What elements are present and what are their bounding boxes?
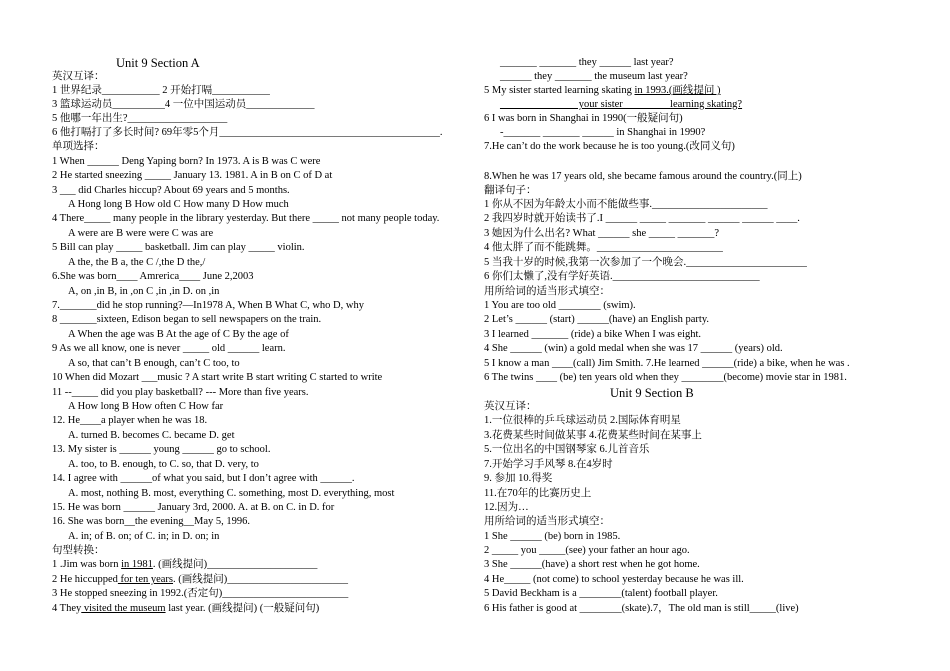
text-line: A were are B were were C was are: [68, 228, 214, 239]
text-line: 9 As we all know, one is never _____ old ______ learn.: [52, 343, 286, 354]
underlined-text: in 1981: [121, 559, 153, 570]
text-line: [52, 558, 317, 572]
text-line: 用所给词的适当形式填空：: [484, 286, 610, 297]
text-line: 11.在70年的比赛历史上: [484, 488, 592, 499]
text-line: 3 He stopped sneezing in 1992.(否定句)________________________: [52, 588, 349, 599]
text-line: 3 She ______(have) a short rest when he got home.: [484, 559, 700, 570]
section-title: Unit 9 Section B: [610, 386, 694, 400]
text-line: 8 _______sixteen, Edison began to sell newspapers on the train.: [52, 314, 322, 325]
text-line: 2 _____ you _____(see) your father an hour ago.: [484, 545, 690, 556]
line-text: last year. (画线提问) (一般疑问句): [165, 603, 320, 614]
text-line: 16. She was born__the evening__May 5, 1996.: [52, 516, 251, 527]
text-line: ______ they _______ the museum last year?: [500, 71, 688, 82]
text-line: 用所给词的适当形式填空：: [484, 516, 610, 527]
text-line: 4 There_____ many people in the library yesterday. But there _____ not many people today.: [52, 213, 440, 224]
text-line: 2 我四岁时就开始读书了.I ______ _____ _______ ______ ______ ____.: [484, 213, 800, 224]
text-line: A. most, nothing B. most, everything C. something, most D. everything, most: [68, 488, 395, 499]
text-line: 1 She ______ (be) born in 1985.: [484, 531, 621, 542]
text-line: 4 He_____ (not come) to school yesterday because he was ill.: [484, 574, 744, 585]
text-line: 3 I learned _______ (ride) a bike When I was eight.: [484, 329, 702, 340]
text-line: A, on ,in B, in ,on C ,in ,in D. on ,in: [68, 286, 220, 297]
text-line: A When the age was B At the age of C By the age of: [68, 329, 289, 340]
line-text: . (画线提问)_______________________: [173, 574, 349, 585]
text-line: 6 His father is good at ________(skate).7，The old man is still_____(live): [484, 603, 799, 614]
text-line: 英汉互译：: [484, 401, 537, 412]
text-line: A. turned B. becomes C. became D. get: [68, 430, 235, 441]
text-line: 6 The twins ____ (be) ten years old when they ________(become) movie star in 1981.: [484, 372, 847, 383]
text-line: 5 当我十岁的时候,我第一次参加了一个晚会._______________________: [484, 257, 807, 268]
line-text: 5 My sister started learning skating: [484, 85, 635, 96]
underlined-text: in 1993.(画线提问 ): [634, 85, 721, 96]
text-line: 6 他打嗝打了多长时间? 69年零5个月__________________________________________.: [52, 127, 443, 138]
text-line: 1 你从不因为年龄太小而不能做些事.______________________: [484, 199, 768, 210]
text-line: 7.He can’t do the work because he is too young.(改同义句): [484, 141, 735, 152]
text-line: 1 You are too old ________ (swim).: [484, 300, 636, 311]
text-line: A the, the B a, the C /,the D the,/: [68, 257, 206, 268]
line-text: . (画线提问)_____________________: [152, 559, 318, 570]
text-line: A so, that can’t B enough, can’t C too, to: [68, 358, 240, 369]
text-line: 6.She was born____ Amrerica____ June 2,2003: [52, 271, 254, 282]
text-line: 4 他太胖了而不能跳舞。________________________: [484, 242, 723, 253]
text-line: -_______ _______ ______ in Shanghai in 1990?: [500, 127, 706, 138]
text-line: 6 I was born in Shanghai in 1990(一般疑问句): [484, 113, 683, 124]
text-line: 14. I agree with ______of what you said, but I don’t agree with ______.: [52, 473, 355, 484]
text-line: A Hong long B How old C How many D How much: [68, 199, 289, 210]
underlined-text: visited the museum: [81, 603, 166, 614]
text-line: 4 She ______ (win) a gold medal when she was 17 ______ (years) old.: [484, 343, 783, 354]
underlined-text: for ten years: [117, 574, 174, 585]
text-line: _______ _______ they ______ last year?: [500, 57, 674, 68]
text-line: 7.开始学习手风琴 8.在4岁时: [484, 459, 613, 470]
text-line: 5 Bill can play _____ basketball. Jim can play _____ violin.: [52, 242, 305, 253]
text-line: 13. My sister is ______ young ______ go to school.: [52, 444, 271, 455]
text-line: 5.一位出名的中国钢琴家 6.儿首音乐: [484, 444, 650, 455]
text-line: [52, 602, 319, 616]
text-line: 5 他哪一年出生?___________________: [52, 113, 228, 124]
text-line: 翻译句子：: [484, 185, 537, 196]
text-line: 3 篮球运动员__________4 一位中国运动员_____________: [52, 99, 315, 110]
text-line: A. in; of B. on; of C. in; in D. on; in: [68, 531, 220, 542]
text-line: 1.一位很棒的乒乓球运动员 2.国际体育明星: [484, 415, 681, 426]
text-line: 3.花费某些时间做某事 4.花费某些时间在某事上: [484, 430, 702, 441]
text-line: 6 你们太懒了,没有学好英语.____________________________: [484, 271, 760, 282]
text-line: A How long B How often C How far: [68, 401, 224, 412]
text-line: 单项选择：: [52, 141, 105, 152]
underlined-text: ______ ________ your sister ________ learning skating?: [500, 99, 743, 110]
text-line: 1 When ______ Deng Yaping born? In 1973. A is B was C were: [52, 156, 321, 167]
line-text: 2 He hiccupped: [52, 574, 118, 585]
text-line: 1 世界纪录___________ 2 开始打嗝___________: [52, 85, 270, 96]
text-line: 11 --_____ did you play basketball? --- More than five years.: [52, 387, 309, 398]
text-line: 句型转换：: [52, 545, 105, 556]
text-line: [500, 98, 742, 112]
text-line: [52, 573, 348, 587]
line-text: 1 .Jim was born: [52, 559, 122, 570]
text-line: [484, 84, 721, 98]
text-line: 5 I know a man ____(call) Jim Smith. 7.He learned ______(ride) a bike, when he was .: [484, 358, 850, 369]
text-line: 12. He____a player when he was 18.: [52, 415, 208, 426]
text-line: 15. He was born ______ January 3rd, 2000. A. at B. on C. in D. for: [52, 502, 335, 513]
text-line: 9. 参加 10.得奖: [484, 473, 553, 484]
text-line: 3 她因为什么出名? What ______ she _____ _______?: [484, 228, 720, 239]
text-line: 12.因为…: [484, 502, 529, 513]
text-line: 3 ___ did Charles hiccup? About 69 years and 5 months.: [52, 185, 290, 196]
section-title: Unit 9 Section A: [116, 56, 200, 70]
text-line: 英汉互译：: [52, 71, 105, 82]
text-line: 2 Let’s ______ (start) ______(have) an English party.: [484, 314, 710, 325]
text-line: 7._______did he stop running?—In1978 A, When B What C, who D, why: [52, 300, 364, 311]
line-text: 4 They: [52, 603, 82, 614]
text-line: 10 When did Mozart ___music ? A start write B start writing C started to write: [52, 372, 383, 383]
text-line: 2 He started sneezing _____ January 13. 1981. A in B on C of D at: [52, 170, 333, 181]
text-line: A. too, to B. enough, to C. so, that D. very, to: [68, 459, 259, 470]
text-line: 5 David Beckham is a ________(talent) football player.: [484, 588, 718, 599]
text-line: 8.When he was 17 years old, she became famous around the country.(同上): [484, 171, 802, 182]
